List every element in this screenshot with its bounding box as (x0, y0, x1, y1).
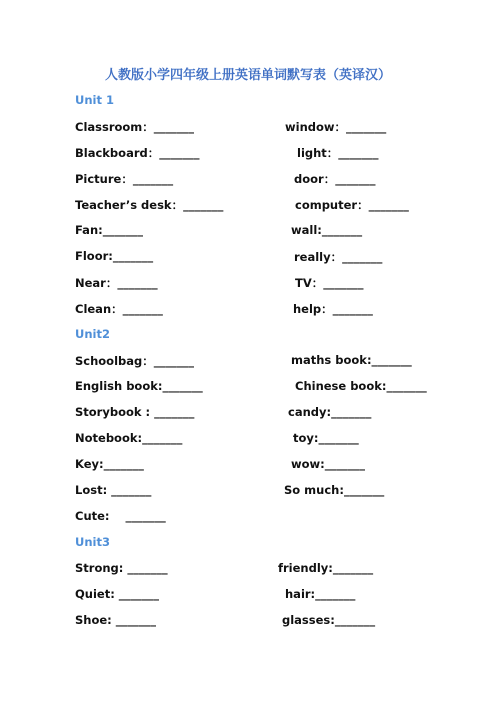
word-right: friendly:_______ (278, 561, 374, 575)
word-left: Teacher’s desk：_______ (75, 198, 224, 212)
word-left: Shoe: _______ (75, 613, 157, 627)
word-right: help：_______ (293, 302, 373, 316)
worksheet-title: 人教版小学四年级上册英语单词默写表（英译汉） (104, 68, 391, 83)
word-right: window：_______ (285, 120, 387, 134)
word-right: door：_______ (294, 172, 376, 186)
word-right: Chinese book:_______ (295, 379, 427, 393)
word-right: really：_______ (294, 250, 383, 264)
word-right: wow:_______ (291, 457, 365, 471)
word-left: Storybook : _______ (75, 405, 195, 419)
unit-heading: Unit3 (75, 535, 110, 549)
word-right: light：_______ (297, 146, 379, 160)
word-left: Key:_______ (75, 457, 144, 471)
word-left: Blackboard：_______ (75, 146, 200, 160)
word-left: Lost: _______ (75, 483, 152, 497)
word-right: maths book:_______ (291, 353, 412, 367)
word-right: So much:_______ (284, 483, 385, 497)
word-left: Schoolbag：_______ (75, 354, 195, 368)
word-right: computer：_______ (295, 198, 409, 212)
word-right: toy:_______ (293, 431, 359, 445)
word-left: Fan:_______ (75, 223, 143, 237)
word-right: TV：_______ (295, 276, 364, 290)
word-left: Near：_______ (75, 276, 158, 290)
word-left: Floor:_______ (75, 249, 154, 263)
unit-heading: Unit2 (75, 327, 110, 341)
word-right: glasses:_______ (282, 613, 376, 627)
word-right: candy:_______ (288, 405, 372, 419)
word-left: Quiet: _______ (75, 587, 160, 601)
word-left: Classroom：_______ (75, 120, 195, 134)
word-left: English book:_______ (75, 379, 203, 393)
word-left: Clean：_______ (75, 302, 163, 316)
word-right: wall:_______ (291, 223, 363, 237)
unit-heading: Unit 1 (75, 93, 114, 107)
word-left: Cute: _______ (75, 509, 166, 523)
word-left: Picture：_______ (75, 172, 174, 186)
word-left: Strong: _______ (75, 561, 168, 575)
word-right: hair:_______ (285, 587, 356, 601)
word-left: Notebook:_______ (75, 431, 183, 445)
